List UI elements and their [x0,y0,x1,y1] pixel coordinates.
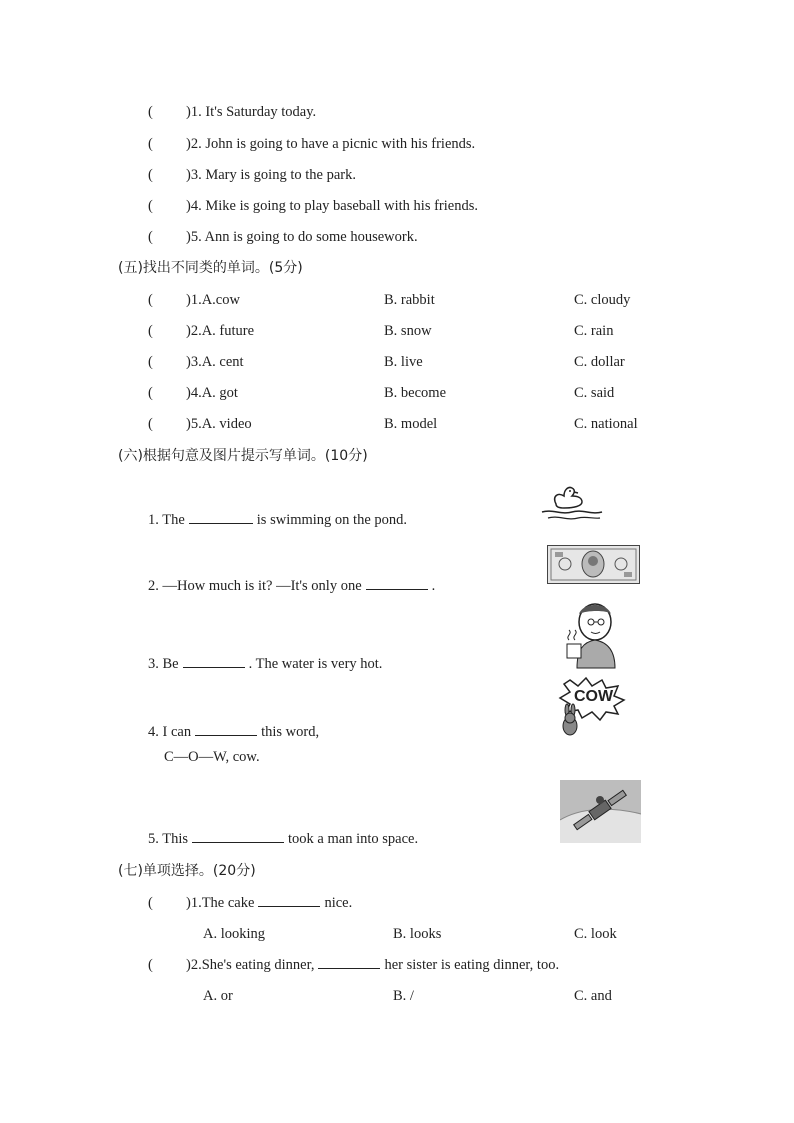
s5-item-2-c: C. rain [574,323,614,339]
speech-burst-icon [554,676,626,738]
answer-blank[interactable] [189,511,253,524]
s5-item-3-c: C. dollar [574,354,625,370]
s6-q4: 4. I can this word, [148,724,320,740]
tf-item-2: ( )2. John is going to have a picnic with his friends. [148,136,476,152]
s5-item-5: ( )5.A. video [148,416,252,432]
s7-q2-c: C. and [574,988,612,1004]
s6-q1: 1. The is swimming on the pond. [148,512,408,528]
answer-blank[interactable] [366,577,428,590]
section5-title: (五)找出不同类的单词。(5分) [118,260,303,276]
s7-q1: ( )1.The cake nice. [148,895,353,911]
s5-item-3: ( )3.A. cent [148,354,244,370]
s5-item-1-c: C. cloudy [574,292,631,308]
cow-word-label: COW [574,688,614,705]
s7-q1-a: A. looking [203,926,266,942]
answer-blank[interactable] [258,894,320,907]
s6-q4-spelling: C—O—W, cow. [164,749,260,765]
s6-q3: 3. Be . The water is very hot. [148,656,383,672]
s6-q5: 5. This took a man into space. [148,831,419,847]
s5-item-5-c: C. national [574,416,638,432]
s7-q2-b: B. / [393,988,414,1004]
s5-item-4: ( )4.A. got [148,385,238,401]
answer-blank[interactable] [195,723,257,736]
boy-hot-cup-icon [557,600,617,670]
s5-item-3-b: B. live [384,354,423,370]
s7-q2-a: A. or [203,988,233,1004]
section7-title: (七)单项选择。(20分) [118,863,256,879]
s5-item-2-b: B. snow [384,323,432,339]
dollar-bill-icon [547,545,640,584]
s5-item-1-b: B. rabbit [384,292,435,308]
duck-icon [538,478,604,522]
s7-q2: ( )2.She's eating dinner, her sister is eating dinner, too. [148,957,560,973]
s5-item-2: ( )2.A. future [148,323,255,339]
s7-q1-b: B. looks [393,926,442,942]
cow-speech-picture [554,676,626,738]
answer-blank[interactable] [192,830,284,843]
s5-item-5-b: B. model [384,416,438,432]
spaceship-picture [560,780,641,843]
s6-q2: 2. —How much is it? —It's only one . [148,578,436,594]
tf-item-3: ( )3. Mary is going to the park. [148,167,356,183]
answer-blank[interactable] [183,655,245,668]
s5-item-4-c: C. said [574,385,615,401]
tf-item-1: ( )1. It's Saturday today. [148,104,317,120]
s5-item-4-b: B. become [384,385,447,401]
answer-blank[interactable] [318,956,380,969]
tf-item-5: ( )5. Ann is going to do some housework. [148,229,418,245]
s5-item-1: ( )1.A.cow [148,292,240,308]
s7-q1-c: C. look [574,926,617,942]
tf-item-4: ( )4. Mike is going to play baseball with his friends. [148,198,478,214]
section6-title: (六)根据句意及图片提示写单词。(10分) [118,448,368,464]
